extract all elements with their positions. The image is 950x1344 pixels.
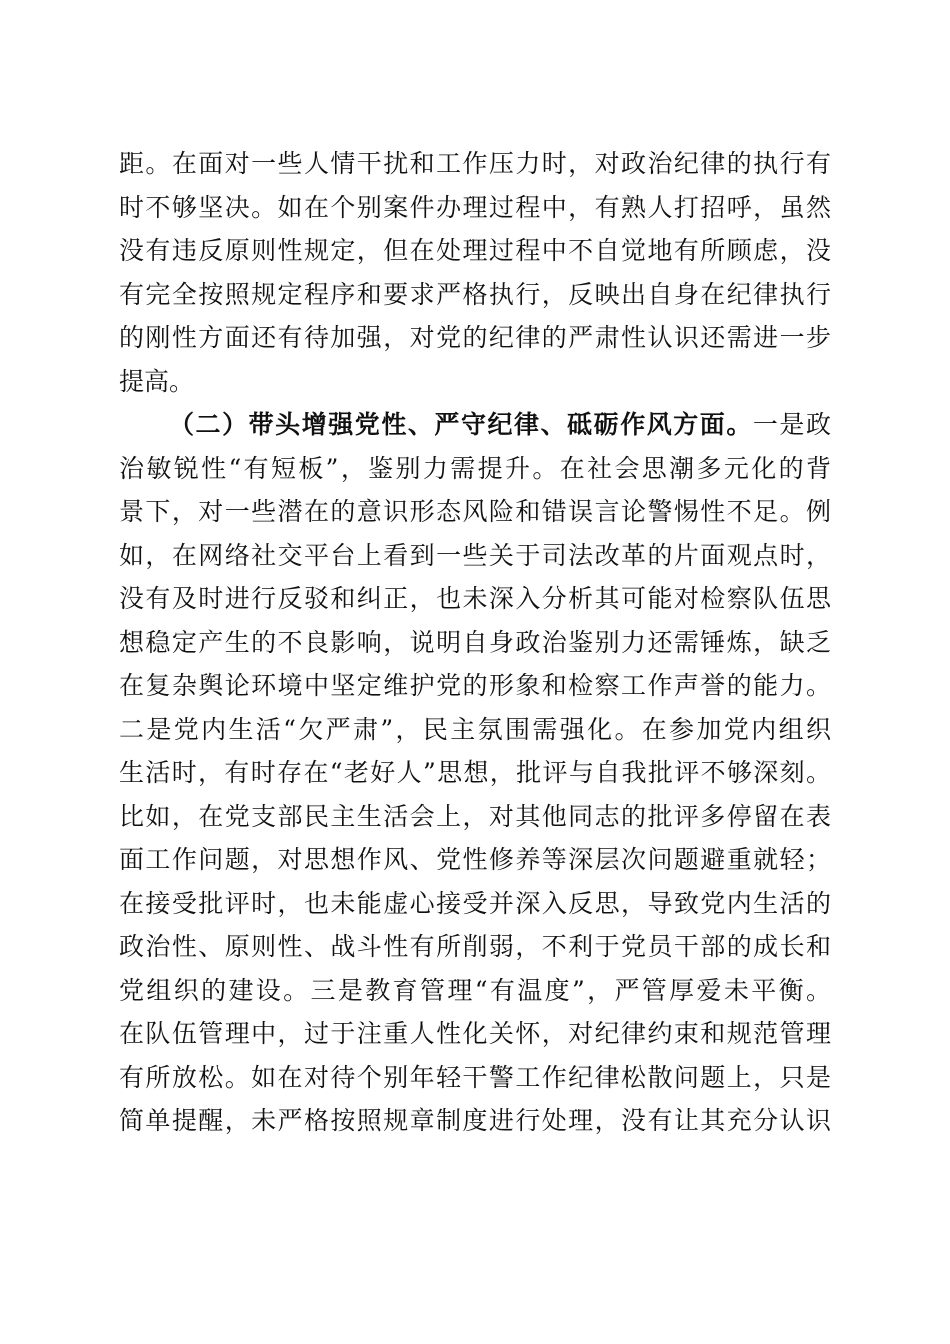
text-line: 时不够坚决。如在个别案件办理过程中，有熟人打招呼，虽然 — [119, 192, 831, 222]
text-line: 二是党内生活“欠严肃”，民主氛围需强化。在参加党内组织 — [119, 714, 831, 744]
text-line: 面工作问题，对思想作风、党性修养等深层次问题避重就轻； — [119, 845, 831, 874]
text-line: 治敏锐性“有短板”，鉴别力需提升。在社会思潮多元化的背 — [119, 453, 831, 483]
body-text — [119, 142, 831, 1143]
text-line: 没有及时进行反驳和纠正，也未深入分析其可能对检察队伍思 — [119, 584, 831, 613]
text-line: 在队伍管理中，过于注重人性化关怀，对纪律约束和规范管理 — [119, 1019, 831, 1048]
section-heading-line — [119, 403, 831, 447]
text-line: 想稳定产生的不良影响，说明自身政治鉴别力还需锤炼，缺乏 — [119, 627, 831, 657]
heading-line-rest: 一是政 — [752, 410, 831, 439]
text-line: 在接受批评时，也未能虚心接受并深入反思，导致党内生活的 — [119, 888, 831, 918]
text-line: 距。在面对一些人情干扰和工作压力时，对政治纪律的执行有 — [119, 149, 831, 178]
text-line: 没有违反原则性规定，但在处理过程中不自觉地有所顾虑，没 — [119, 236, 831, 265]
section-heading: （二）带头增强党性、严守纪律、砥砺作风方面。 — [169, 410, 753, 439]
text-line: 党组织的建设。三是教育管理“有温度”，严管厚爱未平衡。 — [119, 975, 831, 1005]
paragraph-1 — [119, 142, 831, 403]
text-line: 如，在网络社交平台上看到一些关于司法改革的片面观点时， — [119, 540, 831, 570]
text-line: 政治性、原则性、战斗性有所削弱，不利于党员干部的成长和 — [119, 932, 831, 961]
text-line: 在复杂舆论环境中坚定维护党的形象和检察工作声誉的能力。 — [119, 671, 831, 700]
text-line: 简单提醒，未严格按照规章制度进行处理，没有让其充分认识 — [119, 1106, 831, 1135]
paragraph-2 — [119, 403, 831, 1143]
text-line: 有所放松。如在对待个别年轻干警工作纪律松散问题上，只是 — [119, 1062, 831, 1092]
text-line: 的刚性方面还有待加强，对党的纪律的严肃性认识还需进一步 — [119, 323, 831, 352]
text-line: 景下，对一些潜在的意识形态风险和错误言论警惕性不足。例 — [119, 497, 831, 526]
text-line: 生活时，有时存在“老好人”思想，批评与自我批评不够深刻。 — [119, 758, 831, 787]
text-line: 比如，在党支部民主生活会上，对其他同志的批评多停留在表 — [119, 801, 831, 831]
text-line: 提高。 — [119, 366, 195, 396]
text-line: 有完全按照规定程序和要求严格执行，反映出自身在纪律执行 — [119, 279, 831, 309]
